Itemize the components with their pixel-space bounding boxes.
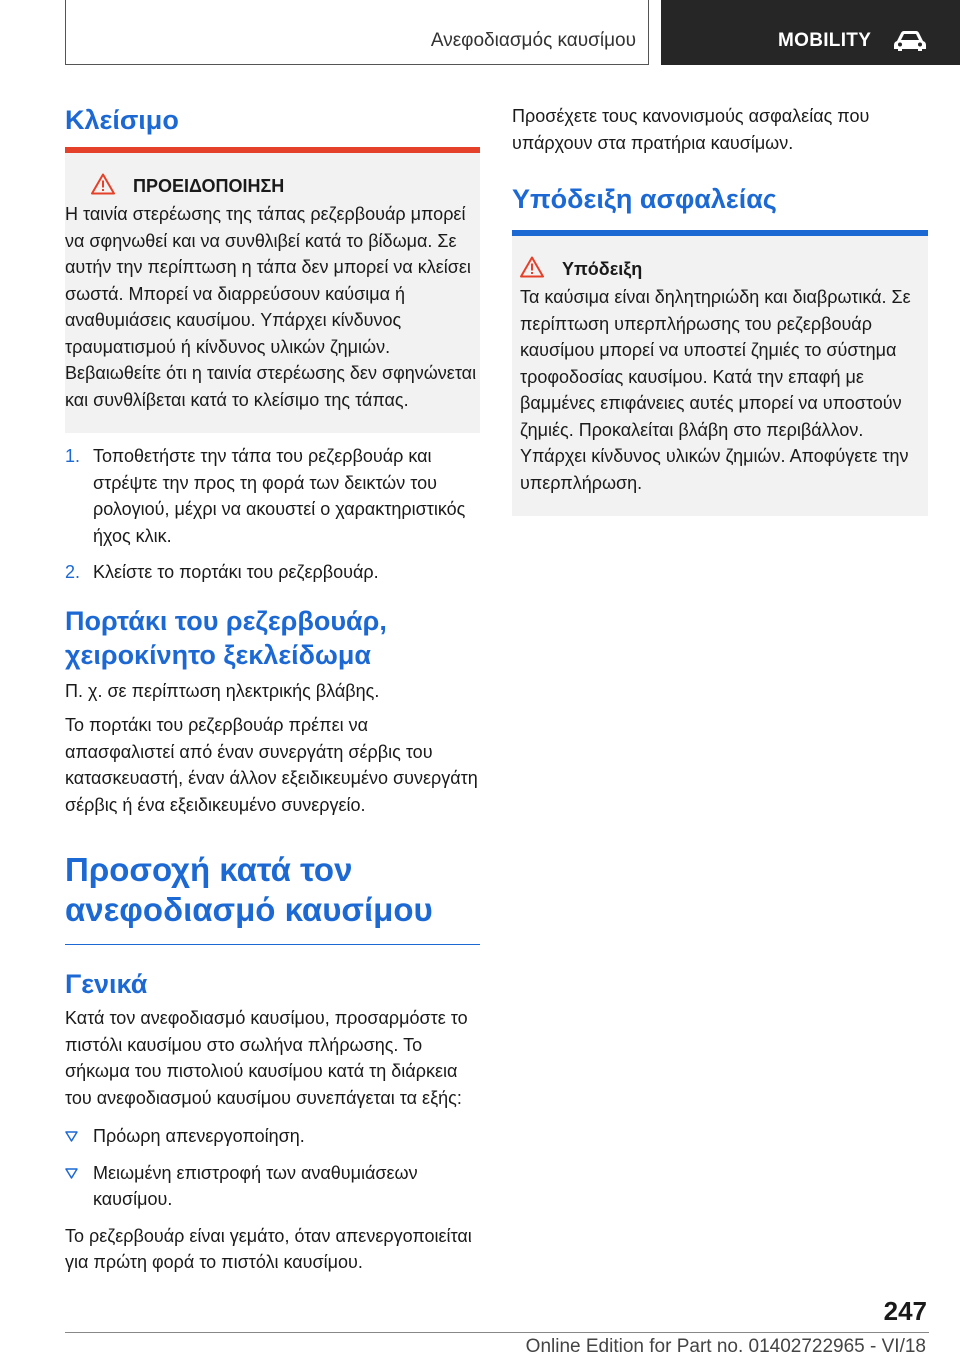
closing-heading: Κλείσιμο bbox=[65, 105, 179, 135]
manual-unlock-p1: Π. χ. σε περίπτωση ηλεκτρικής βλάβης. bbox=[65, 680, 380, 701]
note-box bbox=[512, 236, 928, 516]
warning-text: Η ταινία στερέωσης της τάπας ρεζερβουάρ μπορεί να σφηνωθεί και να συνθλιβεί κατά το βίδωμα. Σε αυτήν την περίπτωση η τάπα δεν μπορεί να κλείσει σωστά. Μπορεί να διαρρεύσουν καύσιμα ή αναθυμιάσεις καυσίμου. Υπάρχει κίνδυνος τραυματισμού ή κίνδυνος υλικών ζημιών. Βεβαιωθείτε ότι η ταινία στερέωσης δεν σφηνώνεται και συνθλίβεται κατά το κλείσιμο της τάπας. bbox=[65, 204, 477, 410]
closing-steps bbox=[65, 443, 480, 586]
header-mobility-tab[interactable] bbox=[661, 0, 960, 65]
list-item bbox=[65, 443, 480, 549]
note-title: Υπόδειξη bbox=[562, 259, 643, 279]
footer-edition: Online Edition for Part no. 01402722965 - VI/18 bbox=[525, 1336, 926, 1357]
general-bullets bbox=[65, 1123, 480, 1213]
intro-text: Προσέχετε τους κανονισμούς ασφαλείας που υπάρχουν στα πρατήρια καυσίμων. bbox=[512, 106, 870, 153]
header-tab-label: MOBILITY bbox=[778, 30, 872, 51]
triangle-bullet-icon bbox=[65, 1168, 78, 1179]
note-title-row bbox=[512, 256, 928, 282]
caution-icon bbox=[520, 256, 544, 278]
bullet-text: Πρόωρη απενεργοποίηση. bbox=[93, 1126, 305, 1146]
warning-icon bbox=[91, 173, 115, 195]
step-text: Κλείστε το πορτάκι του ρεζερβουάρ. bbox=[93, 562, 379, 582]
safety-heading: Υπόδειξη ασφαλείας bbox=[512, 184, 777, 214]
step-number: 1. bbox=[65, 446, 81, 466]
list-item bbox=[65, 559, 480, 586]
warning-box bbox=[65, 153, 480, 433]
triangle-bullet-icon bbox=[65, 1131, 78, 1142]
warning-title: ΠΡΟΕΙΔΟΠΟΙΗΣΗ bbox=[133, 176, 285, 196]
bullet-text: Μειωμένη επιστροφή των αναθυμιάσεων καυσίμου. bbox=[93, 1162, 418, 1209]
manual-unlock-p2: Το πορτάκι του ρεζερβουάρ πρέπει να απασφαλιστεί από έναν συνεργάτη σέρβις του κατασκευαστή, έναν άλλον εξειδικευμένο συνεργάτη σέρβις ή ένα εξειδικευμένο συνεργείο. bbox=[65, 715, 478, 815]
general-p1: Κατά τον ανεφοδιασμό καυσίμου, προσαρμόστε το πιστόλι καυσίμου στο σωλήνα πλήρωσης. Το σήκωμα του πιστολιού καυσίμου κατά τη διάρκεια του ανεφοδιασμού καυσίμου συνεπάγεται τα εξής: bbox=[65, 1008, 468, 1108]
step-text: Τοποθετήστε την τάπα του ρεζερβουάρ και στρέψτε την προς τη φορά των δεικτών του ρολογιού, μέχρι να ακουστεί ο χαρακτηριστικός ήχος κλικ. bbox=[93, 446, 466, 546]
footer-rule bbox=[65, 1332, 929, 1333]
caution-rule bbox=[65, 944, 480, 945]
warning-title-row bbox=[65, 173, 480, 199]
left-column bbox=[65, 97, 480, 1276]
header-section-title: Ανεφοδιασμός καυσίμου bbox=[430, 30, 636, 51]
list-item bbox=[65, 1160, 480, 1213]
general-p2: Το ρεζερβουάρ είναι γεμάτο, όταν απενεργοποιείται για πρώτη φορά το πιστόλι καυσίμου. bbox=[65, 1225, 472, 1272]
right-column bbox=[512, 97, 928, 516]
caution-heading: Προσοχή κατά τον ανεφοδιασμό καυσίμου bbox=[65, 851, 433, 928]
manual-unlock-heading: Πορτάκι του ρεζερβουάρ, χειροκίνητο ξεκλείδωμα bbox=[65, 605, 387, 670]
car-icon bbox=[893, 30, 927, 52]
header-section-box bbox=[65, 0, 649, 65]
page-number: 247 bbox=[883, 1296, 927, 1326]
note-text: Τα καύσιμα είναι δηλητηριώδη και διαβρωτικά. Σε περίπτωση υπερπλήρωσης του ρεζερβουάρ καυσίμου μπορεί να υποστεί ζημιές το σύστημα τροφοδοσίας καυσίμου. Κατά την επαφή με βαμμένες επιφάνειες αυτές μπορεί να υποστούν ζημιές. Προκαλείται βλάβη στο περιβάλλον. Υπάρχει κίνδυνος υλικών ζημιών. Αποφύγετε την υπερπλήρωση. bbox=[520, 287, 911, 493]
general-heading: Γενικά bbox=[65, 969, 148, 999]
list-item bbox=[65, 1123, 480, 1150]
step-number: 2. bbox=[65, 562, 81, 582]
